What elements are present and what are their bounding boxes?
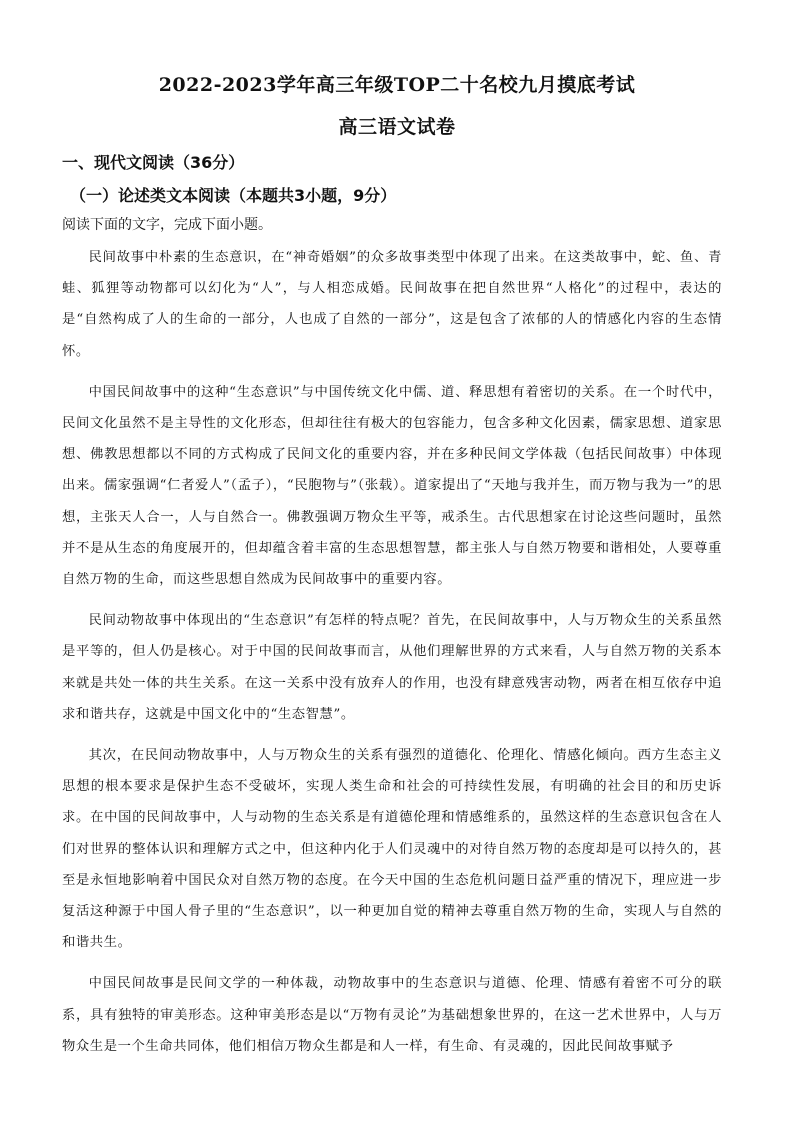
passage-paragraph-5: 中国民间故事是民间文学的一种体裁，动物故事中的生态意识与道德、伦理、情感有着密不可分的联系，具有独特的审美形态。这种审美形态是以“万物有灵论”为基础想象世界的，在这一艺术世界中，人与万物众生是一个生命共同体，他们相信万物众生都是和人一样，有生命、有灵魂的，因此民间故事赋予 xyxy=(62,976,722,1054)
passage-paragraph-2: 中国民间故事中的这种“生态意识”与中国传统文化中儒、道、释思想有着密切的关系。在一个时代中，民间文化虽然不是主导性的文化形态，但却往往有极大的包容能力，包含多种文化因素，儒家思想、道家思想、佛教思想都以不同的方式构成了民间文化的重要内容，并在多种民间文学体裁（包括民间故事）中体现出来。儒家强调“仁者爱人”（孟子），“民胞物与”（张载）。道家提出了“天地与我并生，而万物与我为一”的思想，主张天人合一，人与自然合一。佛教强调万物众生平等，戒杀生。古代思想家在讨论这些问题时，虽然并不是从生态的角度展开的，但却蕴含着丰富的生态思想智慧，都主张人与自然万物要和谐相处，人要尊重自然万物的生命，而这些思想自然成为民间故事中的重要内容。 xyxy=(62,384,722,588)
section-heading-modern-reading: 一、现代文阅读（36分） xyxy=(62,153,245,172)
passage-paragraph-3: 民间动物故事中体现出的“生态意识”有怎样的特点呢？首先，在民间故事中，人与万物众生的关系虽然是平等的，但人仍是核心。对于中国的民间故事而言，从他们理解世界的方式来看，人与自然万物的关系本来就是共处一体的共生关系。在这一关系中没有放弃人的作用，也没有肆意残害动物，两者在相互依存中追求和谐共存，这就是中国文化中的“生态智慧”。 xyxy=(62,613,722,722)
passage-paragraph-4: 其次，在民间动物故事中，人与万物众生的关系有强烈的道德化、伦理化、情感化倾向。西方生态主义思想的根本要求是保护生态不受破坏，实现人类生命和社会的可持续性发展，有明确的社会目的和历史诉求。在中国的民间故事中，人与动物的生态关系是有道德伦理和情感维系的，虽然这样的生态意识包含在人们对世界的整体认识和理解方式之中，但这种内化于人们灵魂中的对待自然万物的态度却是可以持久的，甚至是永恒地影响着中国民众对自然万物的态度。在今天中国的生态危机问题日益严重的情况下，理应进一步复活这种源于中国人骨子里的“生态意识”，以一种更加自觉的精神去尊重自然万物的生命，实现人与自然的和谐共生。 xyxy=(62,748,722,951)
subsection-heading-argumentative: （一）论述类文本阅读（本题共3小题，9分） xyxy=(70,186,397,205)
exam-title: 2022-2023学年高三年级TOP二十名校九月摸底考试 xyxy=(158,74,636,96)
passage-paragraph-1: 民间故事中朴素的生态意识，在“神奇婚姻”的众多故事类型中体现了出来。在这类故事中，蛇、鱼、青蛙、狐狸等动物都可以幻化为“人”，与人相恋成婚。民间故事在把自然世界“人格化”的过程中，表达的是“自然构成了人的生命的一部分，人也成了自然的一部分”，这是包含了浓郁的人的情感化内容的生态情怀。 xyxy=(62,250,722,359)
reading-instruction: 阅读下面的文字，完成下面小题。 xyxy=(62,217,272,233)
paper-title: 高三语文试卷 xyxy=(338,116,456,138)
passage-body xyxy=(62,242,722,1072)
